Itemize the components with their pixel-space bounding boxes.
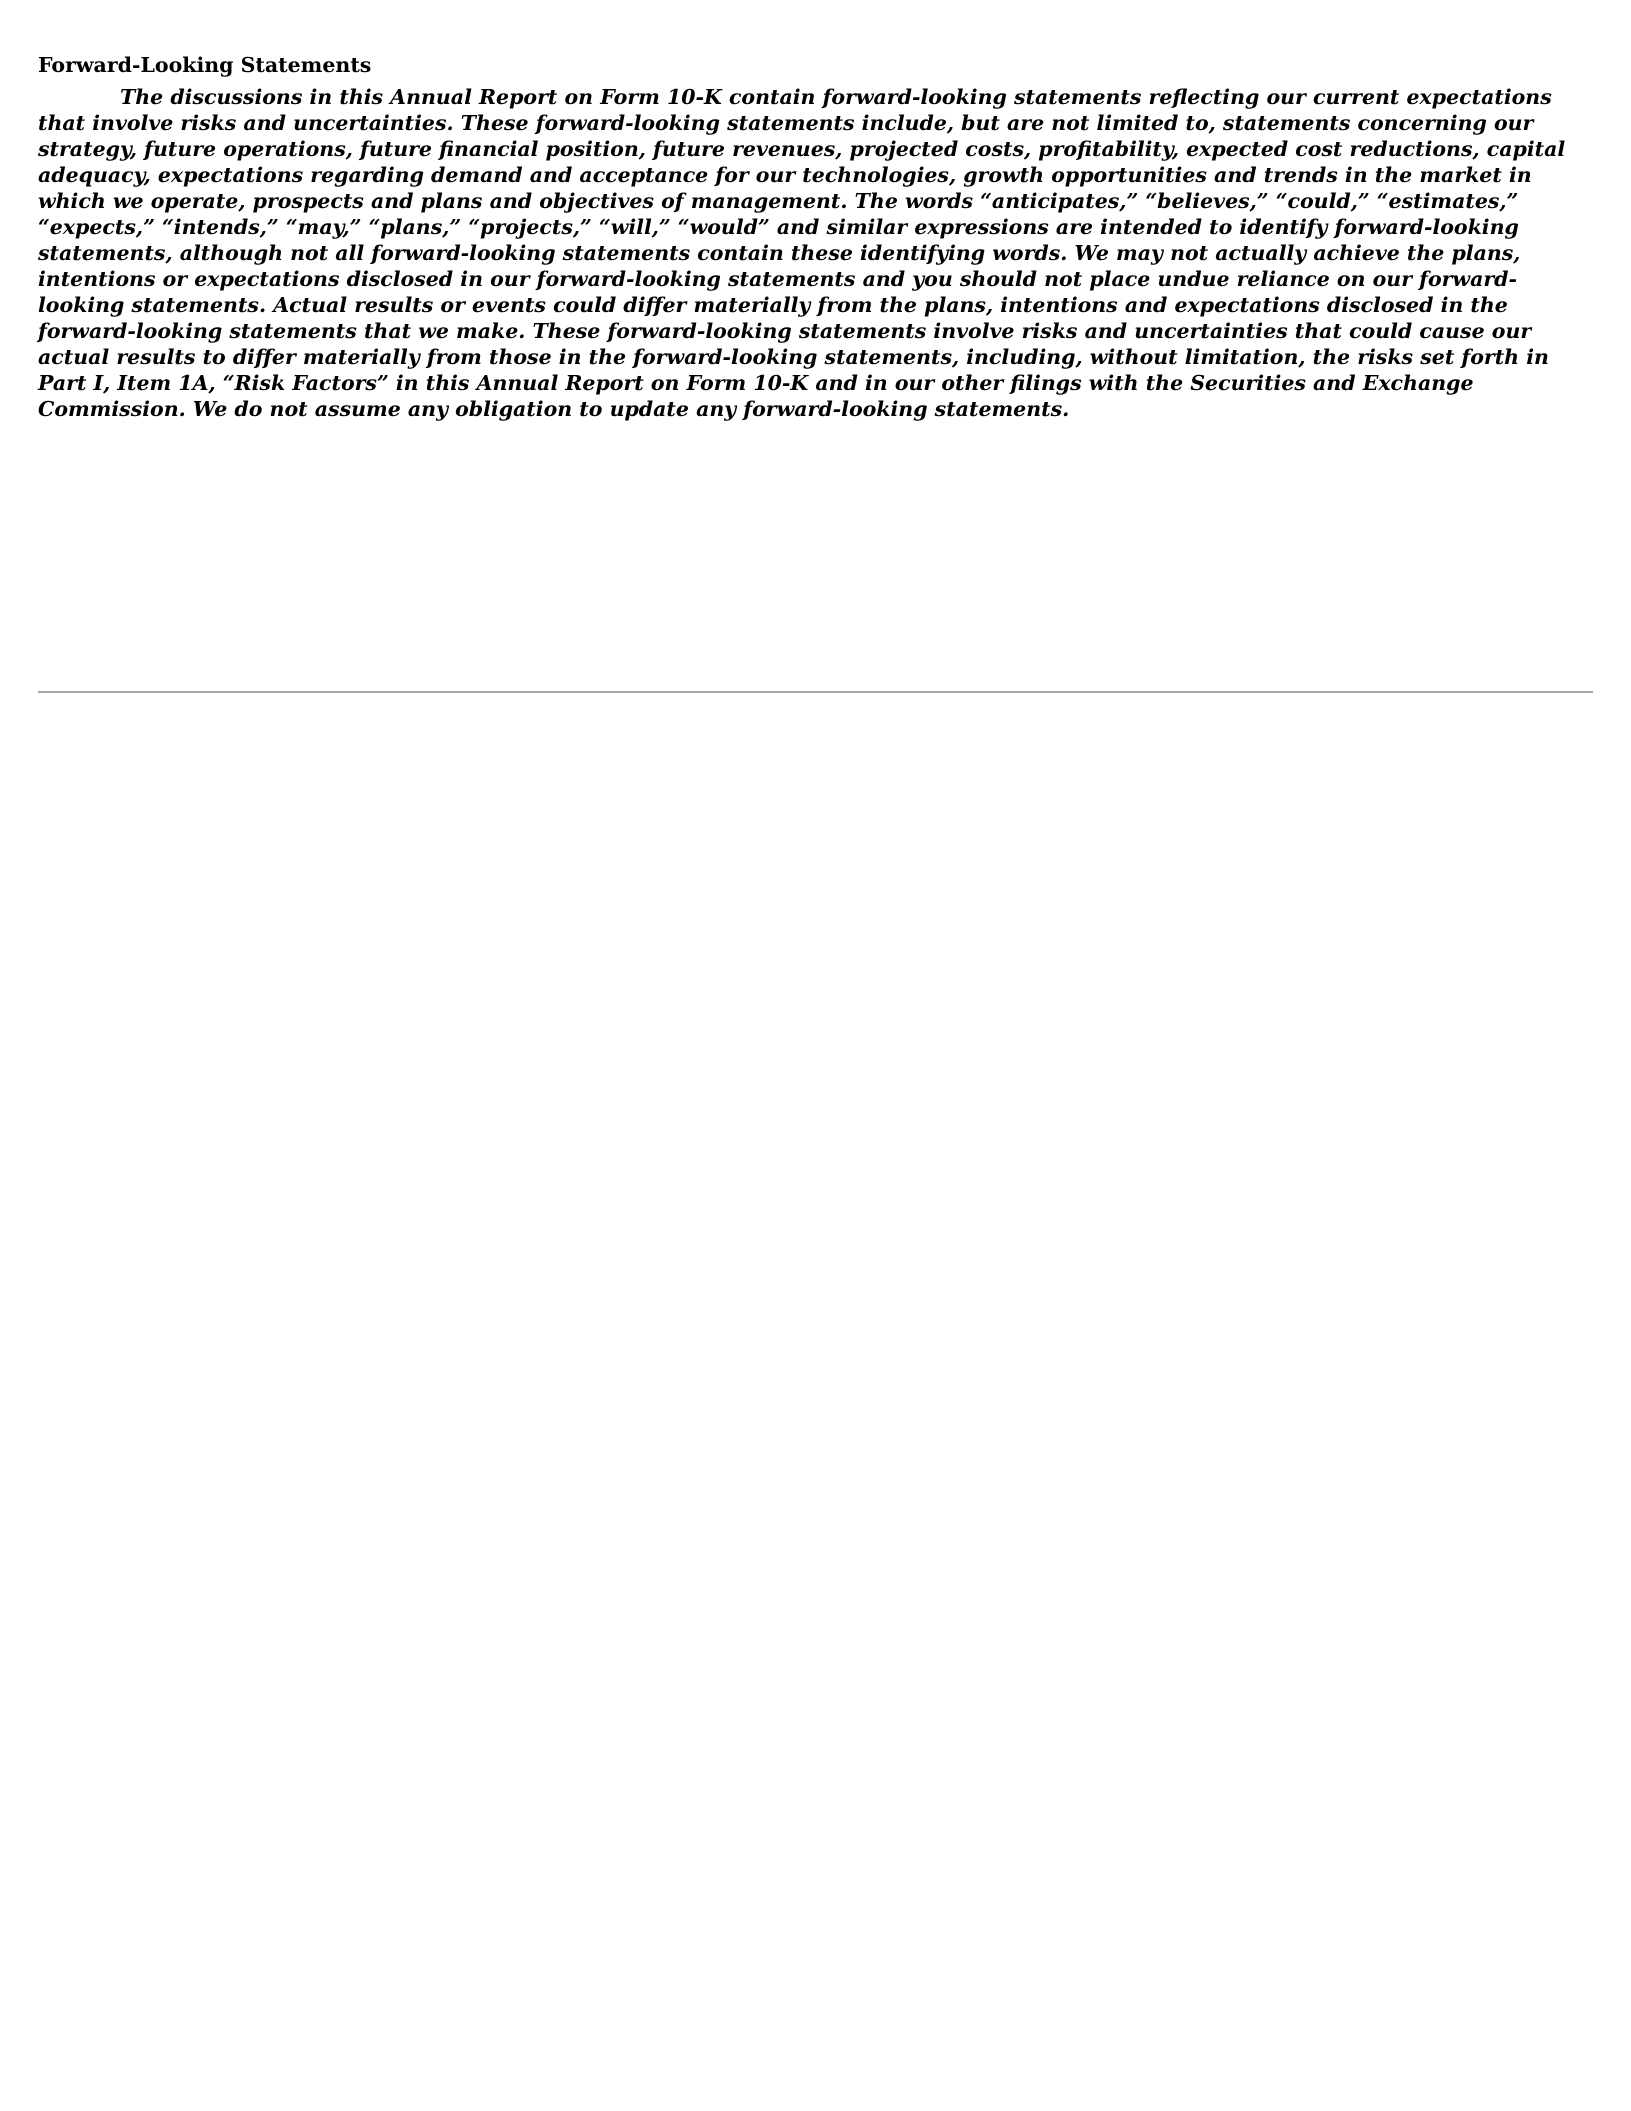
forward-looking-paragraph: The discussions in this Annual Report on Form 10-K contain forward-looking statements reflecting our current expectations that involve risks and uncertainties. These forward-looking statements include, but are not limited to, statements concerning our strategy, future operations, future financial position, future revenues, projected costs, profitability, expected cost reductions, capital adequacy, expectations regarding demand and acceptance for our technologies, growth opportunities and trends in the market in which we operate, prospects and plans and objectives of management. The words “anticipates,” “believes,” “could,” “estimates,” “expects,” “intends,” “may,” “plans,” “projects,” “will,” “would” and similar expressions are intended to identify forward-looking statements, although not all forward-looking statements contain these identifying words. We may not actually achieve the plans, intentions or expectations disclosed in our forward-looking statements and you should not place undue reliance on our forward-looking statements. Actual results or events could differ materially from the plans, intentions and expectations disclosed in the forward-looking statements that we make. These forward-looking statements involve risks and uncertainties that could cause our actual results to differ materially from those in the forward-looking statements, including, without limitation, the risks set forth in Part I, Item 1A, “Risk Factors” in this Annual Report on Form 10-K and in our other filings with the Securities and Exchange Commission. We do not assume any obligation to update any forward-looking statements. bbox=[38, 85, 1566, 421]
page-divider bbox=[38, 691, 1593, 693]
section-heading: Forward-Looking Statements bbox=[38, 53, 372, 77]
document-page bbox=[38, 52, 1593, 422]
